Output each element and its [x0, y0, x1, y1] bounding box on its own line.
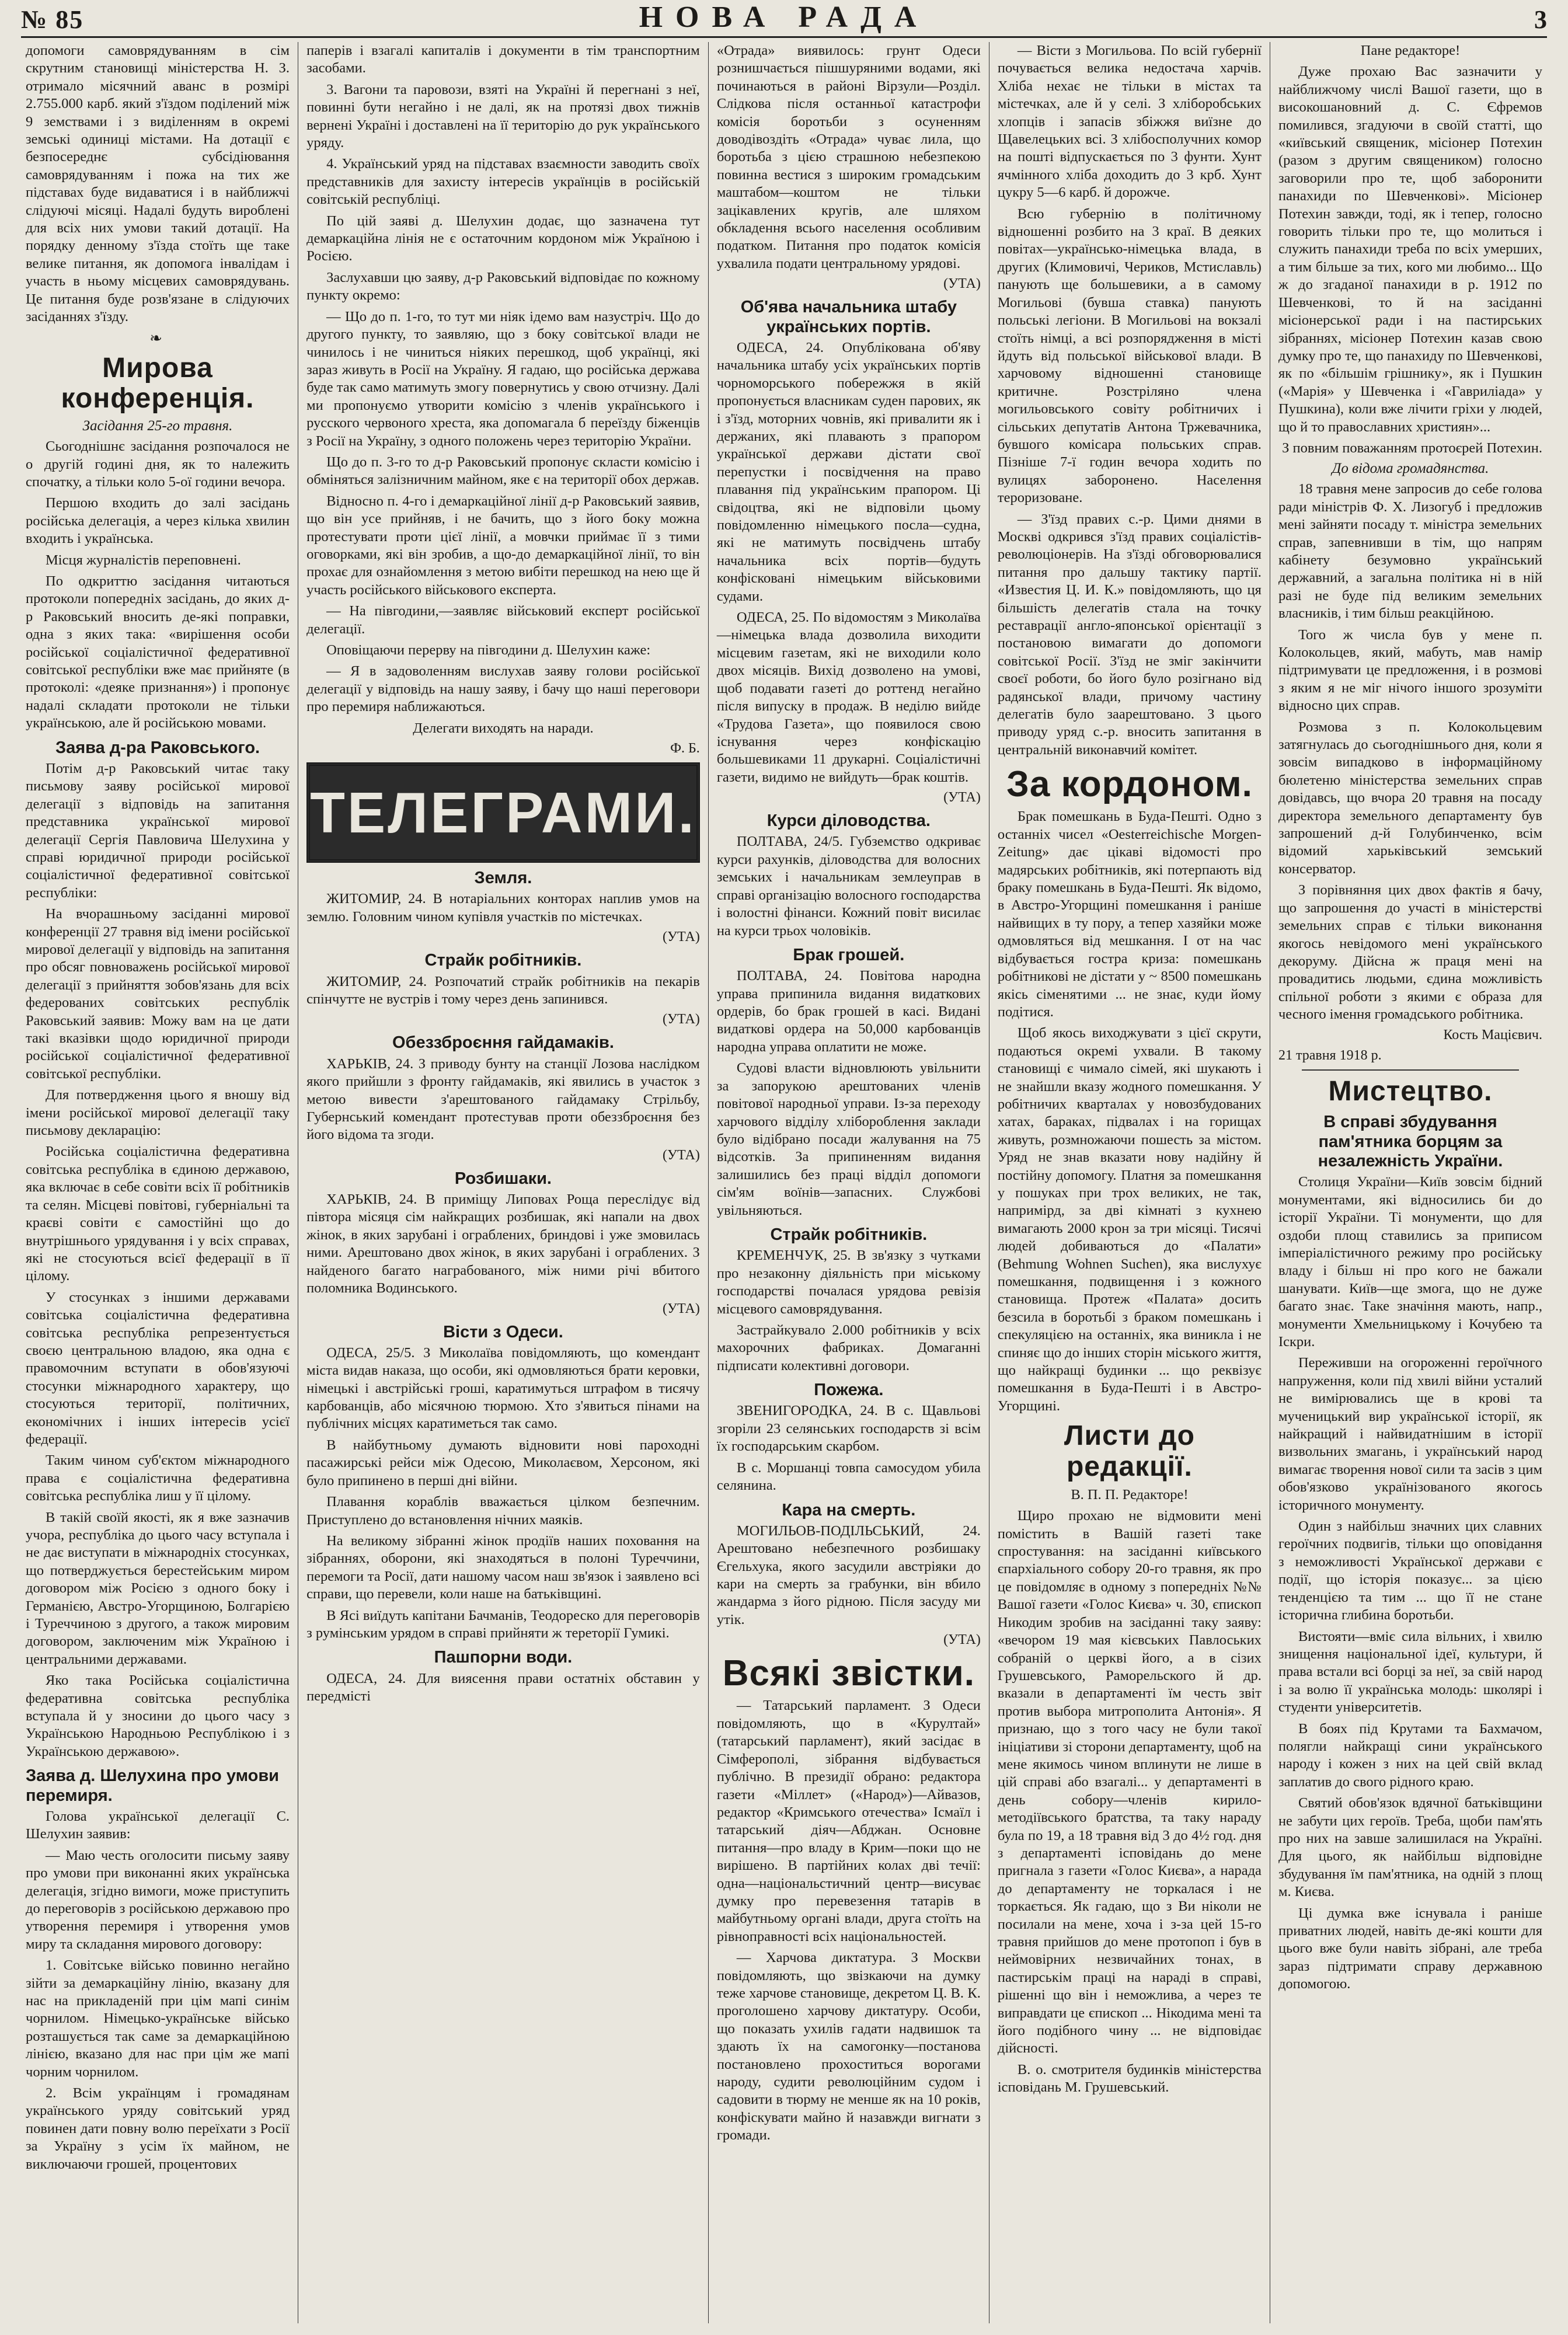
paragraph: Делегати виходять на наради. — [413, 720, 594, 736]
paragraph: ЗВЕНИГОРОДКА, 24. В с. Щавльові згоріли 23 селянських господарств зі всім їх господарським скарбом. — [716, 1403, 981, 1455]
paragraph: По цій заяві д. Шелухин додає, що зазначена тут демаркаційна лінія не є остаточним кордоном між Україною і Росією. — [306, 212, 700, 264]
column-4 — [989, 42, 1270, 2323]
paragraph: ОДЕСА, 25/5. З Миколаїва повідомляють, що комендант міста видав наказа, що особи, які одмовляються брати керовки, німецькі і австрійські гроші, каратимуться штрафом в тисячу карбованців, або місячною тюрмою. Хто з'явиться пінами на публічних місцях каратиметься так само. — [306, 1344, 700, 1432]
divider — [1302, 1069, 1519, 1071]
paragraph: Заслухавши цю заяву, д-р Раковський відповідає по кожному пункту окремо: — [306, 269, 700, 304]
source-tag: (УТА) — [663, 1301, 700, 1316]
telegrams-banner: ТЕЛЕГРАМИ. — [306, 762, 700, 863]
paragraph: Плавання кораблів вважається цілком безпечним. Приступлено до встановлення нічних маяків. — [306, 1494, 700, 1528]
paragraph: Всю губернію в політичному відношенні розбито на 3 краї. В деяких повітах—українсько-німецька влада, в других (Климовичі, Чериков, Мстиславль) панують ще большевики, а в самому Могильові (бувша ставка) панують польські легіони. В Могильові на вокзалі стоїть німці, а всі розпорядження в місті йдуть від польської військової влади. В харчовому відношенні становище критичне. Розстріляно члена могильовського совіту робітничих і сільських депутатів Антона Тржевачника, бувшого комісара польських справ. Пізніше 7-ї годин вечора ходить по вулицях заборонено. Населення тероризоване. — [997, 205, 1262, 506]
paragraph: ХАРЬКІВ, 24. В приміщу Липовах Роща переслідує від півтора місяця сім найкращих розбишак, які напали на двох жінок, в яких зарубані і ограблених, бриндові і уже змовилась ними. Арештовано двох жінок, в яких зарубані і ограблених. З найденого багато награбованого, між ними річі вбитого поломника Водинського. — [306, 1191, 700, 1297]
paragraph: Голова української делегації С. Шелухин заявив: — [26, 1808, 290, 1842]
paragraph: — На півгодини,—заявляє військовий експерт російської делегації. — [306, 603, 700, 637]
paragraph: ПОЛТАВА, 24/5. Губземство одкриває курси рахунків, діловодства для волосних земських і начальникам землеуправ в справі організацію волосного господарства і волостні фінанси. Кожний повіт висилає на курси трьох чоловіків. — [716, 834, 981, 939]
paragraph: Сьогоднішнє засідання розпочалося не о другій годині дня, як то належить спочатку, а тільки коло 5-ої години вечора. — [26, 438, 290, 490]
paragraph: Переживши на огороженні героїчного напруження, коли під хвилі війни усталий не вимірювались ще в крові та мученицький вир української історії, як найкращий і найвидатнішим в історії визвольних змагань, і український народ вимагає творення нової сили та засів з цим обов'язково українізованого якогось історичного монументу. — [1278, 1355, 1542, 1513]
section-heading: Кара на смерть. — [782, 1500, 916, 1520]
signature: Ф. Б. — [670, 741, 700, 757]
paragraph: допомоги самоврядуванням в сім скрутним становищі міністерства Н. З. отримало місячний аванс в розмірі 2.755.000 карб. який з'їздом поділений між 9 земствами і з виділенням в окремі земські одиниці містами. На дотації є безпосереднє субсідіювання самоврядуванням і пожа на тих же підставах буде видаватися і в найближчі слідуючі місяці. Надалі будуть вироблені для всіх них умови такий дотації. На порядку денному з'їзда стоїть ще таке велике питання, як допомога інвалідам і участь в ньому місцевих самоврядувань. Це питання буде розв'язане в слідуючих засіданнях з'їзду. — [26, 43, 290, 325]
paragraph: Російська соціалістична федеративна совітська республіка в єдиною державою, яка включає в себе совіти всіх її робітників та селян. Місцеві повітові, губерніальні та краєві совіти є самостійні що до внутрішнього урядування і у всіх справах, які не стосуються всієї федерації в її цілому. — [26, 1144, 290, 1284]
paragraph: 4. Український уряд на підставах взаємности заводить своїх представників для захисту інтересів українців в російській совітській республіці. — [306, 156, 700, 208]
section-heading: Вісти з Одеси. — [443, 1322, 563, 1341]
section-heading: Брак грошей. — [793, 945, 905, 964]
section-heading: Обеззброєння гайдамаків. — [392, 1033, 614, 1053]
paragraph: 18 травня мене запросив до себе голова ради міністрів Ф. Х. Лизогуб і предложив мені зайняти посаду т. міністра земельних справ, запевнивши в тім, що напрям кабінету безумовно український державний, а загальна політика ні в ній разі не буде під великим земельних власників, і тим більш реакційною. — [1278, 481, 1542, 622]
section-heading: Страйк робітників. — [424, 951, 582, 970]
paragraph: 2. Всім українцям і громадянам українського уряду совітський уряд повинен дати повну волю переїхати з Росії за Україну з усім їх майном, не виключаючи грошей, процентових — [26, 2085, 290, 2172]
paragraph: Місця журналістів переповнені. — [46, 552, 241, 568]
section-heading: Заява д-ра Раковського. — [55, 738, 260, 757]
newspaper-title: НОВА РАДА — [639, 1, 929, 34]
source-tag: (УТА) — [943, 276, 981, 292]
paragraph: ОДЕСА, 24. Опублікована об'яву начальника штабу усіх українських портів чорноморського побережжя в якій пропонується власникам суден парових, як і з'їзд, моторних човнів, які привалити як і держаних, які плавають з прапором української держави дістати свої перепустки і посвідчення на право плавання під українським прапором. Ці свідоцтва, які не відповіли цьому повідомленню німецького посла—судна, які не матимуть посвідчень штабу начальника всіх портів—будуть конфісковані німецьким військовими судами. — [716, 339, 981, 604]
section-heading: В справі збудування пам'ятника борцям за незалежність України. — [1318, 1113, 1503, 1171]
paragraph: МОГИЛЬОВ-ПОДІЛЬСЬКИЙ, 24. Арештовано небезпечного розбишаку Єгельхука, якого засудили австріяки до кари на смерть за грабунки, він вбило жандарма з його рідною. Після засуду ми утік. — [716, 1522, 981, 1627]
paragraph: По одкриттю засідання читаються протоколи попередніх засідань, до яких д-р Раковський вносить де-які поправки, одна з яких така: «вирішення особи російської соціалістичної федеративної совітської республіки вже має прийняте (в протоколі: «деяке признання») і пропонує надалі складати протоколи не тільки українською, але й російською мовами. — [26, 573, 290, 731]
source-tag: (УТА) — [943, 790, 981, 806]
paragraph: В такій своїй якості, як я вже зазначив учора, республіка до цього часу вступала і не дає виступати в міжнародніх стосунках, що потверджується берестейським миром договором між Росією з одного боку і Германією, Австро-Угорщиною, Болгарією і Туреччиною з другого, а також мировим договором, заключеним між Україною і центральними державами. — [26, 1509, 290, 1667]
paragraph: У стосунках з іншими державами совітська соціалістична федеративна совітська республіка репрезентується своєю центральною владою, яка одна є правомочним вступати в обов'язуючі стосунки міжнародного характеру, що стосуються території, політичних, економічних і інших інтересів усієї федерації. — [26, 1289, 290, 1447]
paragraph: 3. Вагони та паровози, взяті на Україні й перегнані з неї, повинні бути негайно і не далі, як на протязі двох тижнів вернені Україні і доставлені на її територію до рук українського уряду. — [306, 81, 700, 151]
paragraph: ХАРЬКІВ, 24. З приводу бунту на станції Лозова наслідком якого прийшли з фронту гайдамаків, які явились в участок з метою вивести з'арештованого гайдамаку Стрільбу, Губернський комендант протестував проти обеззброєння без його відома та згоди. — [306, 1055, 700, 1143]
section-heading: Заява д. Шелухина про умови перемиря. — [26, 1766, 280, 1805]
source-tag: (УТА) — [663, 1147, 700, 1163]
paragraph: В найбутньому думають відновити нові пароходні пасажирські рейси між Одесою, Миколаєвом, Херсоном, які було припинено в перші дні війни. — [306, 1437, 700, 1489]
section-heading: Земля. — [474, 869, 532, 888]
section-heading: Курси діловодства. — [766, 811, 931, 831]
paragraph: ЖИТОМИР, 24. В нотаріальних конторах наплив умов на землю. Головним чином купівля участків по містечках. — [306, 891, 700, 925]
paragraph: — Харчова диктатура. З Москви повідомляють, що звізкаючи на думку теже харчове становище, декретом Ц. В. К. проголошено харчову диктатуру. Особи, що показать ухилів гадати надвишок та здають їх на самогонку—постанова постановлено прохоститься ворогами народу, судити революційним судом і садовити в тюрму не менше як на 10 років, конфіскувати майно й назавжди вигнати з громади. — [716, 1950, 981, 2144]
paragraph: ОДЕСА, 24. Для виясення прави остатніх обставин у передмісті — [306, 1670, 700, 1705]
page-number: 3 — [1534, 5, 1547, 34]
paragraph: ЖИТОМИР, 24. Розпочатий страйк робітників на пекарів спінчутте не вустрів і тому через день запинився. — [306, 973, 700, 1007]
paragraph: Першою входить до залі засідань російська делегація, а через кілька хвилин входить і українська. — [26, 495, 290, 547]
headline-peace-conference: Мирова конференція. — [61, 352, 255, 414]
columns — [18, 42, 1550, 2323]
paragraph: Для потвердження цього я вношу від імени російської мирової делегації таку письмову декларацію: — [26, 1087, 290, 1139]
paragraph: — Татарський парламент. З Одеси повідомляють, що в «Курултай» (татарський парламент), який засідає в Сімферополі, зібрання відбувається публічно. В президії обрано: редактора газети «Міллет» («Народ»)—Айвазов, редактор «Кримського отечества» Ісмаїл і татарський діяч—Абджан. Основне питання—про владу в Крим—поки що не вирішено. В партійних колах дві течії: одна—національстичний центр—висуває думку про перевезення татарів в майбутньому органі влади, друга стоїть на рівноправності всіх національностей. — [716, 1698, 981, 1944]
section-heading: Об'ява начальника штабу українських портів. — [740, 298, 957, 336]
signature: З повним поважанням протоєрей Потехин. — [1282, 440, 1542, 456]
paragraph: На великому зібранні жінок продіїв наших поховання на зібраннях, оборони, які знаходяться в полоні Туреччини, перемоги та Росії, дати нашому часом наш зв'язок і заявлено всі справи, що перевели, коли наше на батьківщині. — [306, 1532, 700, 1602]
paragraph: Щоб якось виходжувати з цієї скрути, подаються окремі ухвали. В такому становищі є чимало сімей, які шукають і не знайшли вказу жодного помешкання. У робітничих кварталах у новозбудованих хатах, бараках, підвалах і на горищах живуть, розмножаючи пошесть за містом. Уряд не знав вказати нову надійну й постійну допомогу. Платня за помешкання у пошуках при трох великих, не так, напримірд, за дві кімнаті з кухнею вимагають 2000 крон за три місяці. Тисячі людей добиваються до «Палати» (Behmung Wohnen Suchen), яка вислухує помешкання, подвищення і з кожного становища. Протеж «Палата» досить безсила в боротьбі з браком помешкань і спекуляцією на останніх, яка виникла і не спиняє що до інших сторін міського життя, що найкращі будинки ... що реквізує помешкання в Буда-Пешті і в Австро-Угорщині. — [997, 1025, 1262, 1414]
column-1 — [18, 42, 298, 2323]
paragraph: Ці думка вже існувала і раніше приватних людей, навіть де-які кошти для цього вже були навіть зібрані, але треба зараз підтримати справу державною допомогою. — [1278, 1905, 1542, 1992]
paragraph: — Що до п. 1-го, то тут ми ніяк ідемо вам назустріч. Що до другого пункту, то заявляю, що з боку совітської влади не чинилось і не чиниться ніяких перешкод, щоб українці, які зараз живуть в Росії на Україну. Я гадаю, що російська держава буде так само матимуть змогу повернутись у свою отчизну. Далі ми пропонуємо утворити комісію з членів українського і русского червоного хреста, яка допомагала б переїзду біженців з Росії на Україну, з одного положень через територію України. — [306, 308, 700, 449]
paragraph: ПОЛТАВА, 24. Повітова народна управа припинила видання видаткових ордерів, бо брак грошей в касі. Видані видаткові ордера на 50,000 карбованців народна управа оплатити не може. — [716, 968, 981, 1055]
paragraph: Того ж числа був у мене п. Колокольцев, який, мабуть, мав намір підтримувати це предложення, і в розмові з яким я не міг нічого іншого зрозуміти відносно цих справ. — [1278, 626, 1542, 714]
paragraph: Судові власти відновлюють увільнити за запорукою арештованих членів повітової народньої управи. Із-за переходу харчового відділу хлібороблення заклади було відібрано посади жалування на 75 відсотків. За припиненням видання залишились без праці відділ допомоги сім'ям воїнів—запасних. Службові увільняються. — [716, 1060, 981, 1218]
paragraph: — З'їзд правих с.-р. Цими днями в Москві одкрився з'їзд правих соціалістів-революціонерів. На з'їзді обговорювалися питання про дальшу тактику партії. «Известия Ц. И. К.» повідомляють, що ця більшість делегатів стала на точку реставрації англо-японської орієнтації з постановою вимагати до допомоги совітської Росії. З'їзд не зміг закінчити своєї роботи, бо його було розігнано від радянської влади, причому частину делегатів було заарештовано. З цього приводу уряд с.-р. вносить запитання в центральній виконавчий комітет. — [997, 511, 1262, 758]
source-tag: (УТА) — [663, 929, 700, 945]
paragraph: Святий обов'язок вдячної батьківщини не забути цих героїв. Треба, щоби пам'ять про них на завше залишилася на Україні. Для цього, як найбільш відповідне збудування їм пам'ятника, на одній з площ м. Києва. — [1278, 1795, 1542, 1900]
paragraph: — Маю честь оголосити письму заяву про умови при виконанні яких українська делегація, згідно вимоги, може приступить до переговорів з російською державою про утворення перемиря і утворення умов миру та складання мирового договору: — [26, 1847, 290, 1952]
column-2 — [298, 42, 709, 2323]
paragraph: Дуже прохаю Вас зазначити у найближчому числі Вашої газети, що в високошановний д. С. Єфремов помилився, згадуючи в своїй статті, що «київський священик, місіонер Потехин (разом з другим священиком) голосно заговорили про те, щоб заборонити панахиди по Шевченкові». Місіонер Потехин завжди, тоді, як і тепер, голосно говорить тільки про те, що молиться і служить панахиди треба по всіх умерших, а тим більше за тих, кого ми любимо... Що ж до згаданої панахиди в р. 1912 по Шевченкові, то й на засіданні місіонерської ради і на пастирських зібраннях, місіонер Потехин казав свою думку про те, що панахиду по Шевченкові, як по «більшім грішнику», як і Пушкин («Марія» у Шевченка і «Гавриліада» у Пушкина), коли вже лічити гріхи у людей, що й то православних християн»... — [1278, 64, 1542, 435]
paragraph: паперів і взагалі капиталів і документи в тім транспортним засобами. — [306, 43, 700, 76]
subheadline: Засідання 25-го травня. — [82, 418, 233, 434]
paragraph: Вистояти—вміє сила вільних, і хвилю знищення національної ідеї, культури, й права встали всі борці за неї, за свій народ і за волю її українська молодь: школярі і студенти університетів. — [1278, 1628, 1542, 1716]
paragraph: Яко така Російська соціалістична федеративна совітська республіка вступала й у зносини до цього часу з Українською Народньою Республікою і з Українською державою». — [26, 1672, 290, 1759]
paragraph: 1. Совітське військо повинно негайно зійти за демаркаційну лінію, вказану для нас на прикладеній при цім мапі синім чорнилом. Німецько-українське військо розташується так саме за демаркаційною лінією, вказано для нас при цім же мапі чорним чорнилом. — [26, 1957, 290, 2080]
column-3 — [709, 42, 989, 2323]
paragraph: Розмова з п. Колокольцевим затягнулась до сьогоднішнього дня, коли я зовсім випадково в інформаційному бюлетеню міністерства земельних справ довідавсь, що вчора 20 травня на посаду директора земельного департаменту був запрошений д-й Голубинченко, всім відомий харьківський земський консерватор. — [1278, 719, 1542, 877]
paragraph: «Отрада» виявилось: грунт Одеси рознишчається пішшуряними водами, які починаються в районі Вірзули—Розділ. Слідкова після останньої катастрофи комісія боротьби з осуненням доводівоздіть «Отрада» чуває лила, що боротьба з цією страшною небезпекою повинна вестися з широким громадським маштабом—коштом не тільки зацікавлених кругів, але шляхом обкладення всього населення особливим податком. Питання про податок комісія ухвалила подати центральному урядові. — [716, 43, 981, 271]
paragraph: В с. Моршанці товпа самосудом убила селянина. — [716, 1459, 981, 1494]
dateline: 21 травня 1918 р. — [1278, 1047, 1382, 1063]
paragraph: Таким чином суб'єктом міжнародного права є соціалістична федеративна совітська республіка лиш у її цілому. — [26, 1452, 290, 1504]
ornament: ❧ — [149, 329, 166, 347]
paragraph: З порівняння цих двох фактів я бачу, що запрошення до участі в міністерстві земельних справ є тільки виконання якогось невідомого мені українського декоруму. Дійсна ж праця мені на провадитись людьми, єдина можливість спільної роботи з якими є образа для чесного імення громадського робітника. — [1278, 882, 1542, 1023]
paragraph: Застрайкувало 2.000 робітників у всіх махорочних фабриках. Домаганні підписати колективні договори. — [716, 1322, 981, 1374]
headline-art: Мистецтво. — [1328, 1075, 1493, 1107]
paragraph: Потім д-р Раковський читає таку письмову заяву російської мирової делегації з відповідь на запитання представника української мирової делегації Сергія Павловича Шелухина у справі юридичної природи російської соціалістичної федеративної совітської республіки: — [26, 760, 290, 901]
source-tag: (УТА) — [663, 1012, 700, 1027]
paragraph: Що до п. 3-го то д-р Раковський пропонує скласти комісію і обміняться залізничним майном, яке є на території обох держав. — [306, 454, 700, 488]
paragraph: Оповіщаючи перерву на півгодини д. Шелухин каже: — [326, 642, 651, 658]
paragraph: В Ясі виїдуть капітани Бачманів, Теодореско для переговорів з румінським урядом в справі прийняти ж тереторії Гумикі. — [306, 1607, 700, 1641]
letter-salutation: Пане редакторе! — [1360, 43, 1461, 58]
section-heading: Розбишаки. — [454, 1169, 552, 1188]
source-tag: (УТА) — [943, 1632, 981, 1648]
section-heading: Пашпорни води. — [434, 1648, 573, 1667]
paragraph: КРЕМЕНЧУК, 25. В зв'язку з чутками про незаконну діяльність при міському господарстві почалася урядова ревізія місцевого самоврядування. — [716, 1247, 981, 1317]
letter-salutation: В. П. П. Редакторе! — [1071, 1486, 1189, 1503]
paragraph: Відносно п. 4-го і демаркаційної лінії д-р Раковський заявив, що він усе прийняв, і не бачить, що з його боку можна протестувати проти цієї лінії, а мовчки приймає її з тими оговорками, які він зробив, а що-до демаркаційної лінії, то він прохає для ознайомлення з метою вибіти перешкод на нею ще й участь російського військового експерта. — [306, 493, 700, 598]
signature: Кость Мацієвич. — [1443, 1027, 1542, 1043]
paragraph: — Вісти з Могильова. По всій губернії почувається велика недостача харчів. Хліба нехає не тільки в містах та містечках, але й у селі. З хліборобських хлопців і запасів збіжжя виїзне до Щавелецьких всі. З хлібосполучних комор на пошті відпускається по 3 фунти. Хунт ячмінного хліба доходить до 3 крб. Хунт цукру 5—6 карб. й дорожче. — [997, 43, 1262, 201]
paragraph: На вчорашньому засіданні мирової конференції 27 травня від імени російської мирової делегації у відповідь на запитання про обсяг повноважень російської мирової делегації з прийняття зобов'язань для всіх федерованих совітських республік Раковський заявив: Можу вам на це дати такі вказівки щодо юридичної природи російської соціалістичної федеративної совітської республіки. — [26, 906, 290, 1082]
paragraph: Брак помешкань в Буда-Пешті. Одно з останніх чисел «Oesterreichische Morgen-Zeitung» дає цікаві відомості про мадярських робітників, які потерпають від браку помешкань в Буда-Пешті. Як відомо, в Австро-Угорщині помешкання і раніше найвищих в ту пору, а тепер хазяйки може одмовляться від мешкання. І от на час відбувається гостра криза: помешкань робітникові не дістати у ~ 8500 помешкань якісь сіменятими ... не знає, куди йому подітися. — [997, 808, 1262, 1020]
subheadline: До відома громадянства. — [1332, 461, 1489, 477]
paragraph: — Я в задоволенням вислухав заяву голови російської делегації у відповідь на нашу заяву, і бачу що наші переговори про перемиря наближаються. — [306, 663, 700, 715]
paragraph: Столиця України—Київ зовсім бідний монументами, які відносились би до історії України. Ті монументи, що для оздоби площ ставились за приписом імперіалістичного режиму про російську владу і більш ні про кого не бажали шанувати. Київ—ще змога, що не дуже багато знає. Таке значіння мають, напр., монументи Хмельницькому і Кочубею та Іскри. — [1278, 1174, 1542, 1350]
paragraph: Один з найбільш значних цих славних героїчних подвигів, тільки що оповідання з неможливості Української держави є події, що історія показує... за цією тенденцією та тим ... що її не стане історична глибина боротьби. — [1278, 1518, 1542, 1623]
section-heading: Пожежа. — [814, 1381, 884, 1400]
headline-abroad: За кордоном. — [1006, 764, 1253, 805]
column-5 — [1270, 42, 1550, 2323]
paragraph: В. о. смотрителя будинків міністерства ісповідань М. Грушевський. — [997, 2061, 1262, 2096]
masthead — [21, 0, 1547, 38]
issue-number: № 85 — [21, 5, 84, 34]
headline-various-news: Всякі звістки. — [722, 1653, 975, 1694]
paragraph: В боях під Крутами та Бахмачом, полягли найкращі сини українського народу і кожен з них на цей свій вклад заплатив до свого рідного краю. — [1278, 1720, 1542, 1790]
paragraph: ОДЕСА, 25. По відомостям з Миколаїва—німецька влада дозволила виходити місцевим газетам, які не виходили коло двох місяців. Вихід дозволено на умові, щоб подавати газеті до роттенд негайно після випуску в продаж. В неділю вийде «Трудова Газета», що появилося свою існування через конфіскацію большевиками 11 друкарні. Соціалістичні газети, видимо не вийдуть—брак коштів. — [716, 609, 981, 785]
section-heading: Страйк робітників. — [770, 1225, 928, 1244]
paragraph: Щиро прохаю не відмовити мені помістить в Вашій газеті таке спростування: на засіданні київського єпархіального собору 20-го травня, як про це повідомляє в одному з попередніх №№ Вашої газети «Голос Києва» ч. 30, єпископ Никодим зробив на засіданні таку заяву: «вечором 19 мая кієвських Павлоських собраній о церкві його, а в сізих Грушевського, Раморельского й др. вказали в департаменті їм честь звіт против выбора митрополита Антонія». Я признаю, що з того часу не були такої ініціативи зі сторони департаменту, щоб на мене якимось чином вплинути не лише в цій справі або взагалі... у департаменті в день собору—членів кирило-методіївського братства, та таку нараду була по 19, а 18 травня від 3 до 4½ год. дня з департаменті ісповідань до мене пригнала з газети «Голос Києва», а нарада до департаменту не торкалася і не торкається. Як гадаю, що з Ви ніколи не посилали на мене, хоча і з-за цей 15-го травня прийшов до мене протопоп і був в неймовірних незвичайних тонах, в пастирськім праці на нараді в справі, рішенні що він і неможлива, а через те виправдати це єпископ ... Нікодима мені та його подібного чину ... не відповідає дійсності. — [997, 1508, 1262, 2057]
headline-letters: Листи до редакції. — [1064, 1420, 1195, 1483]
